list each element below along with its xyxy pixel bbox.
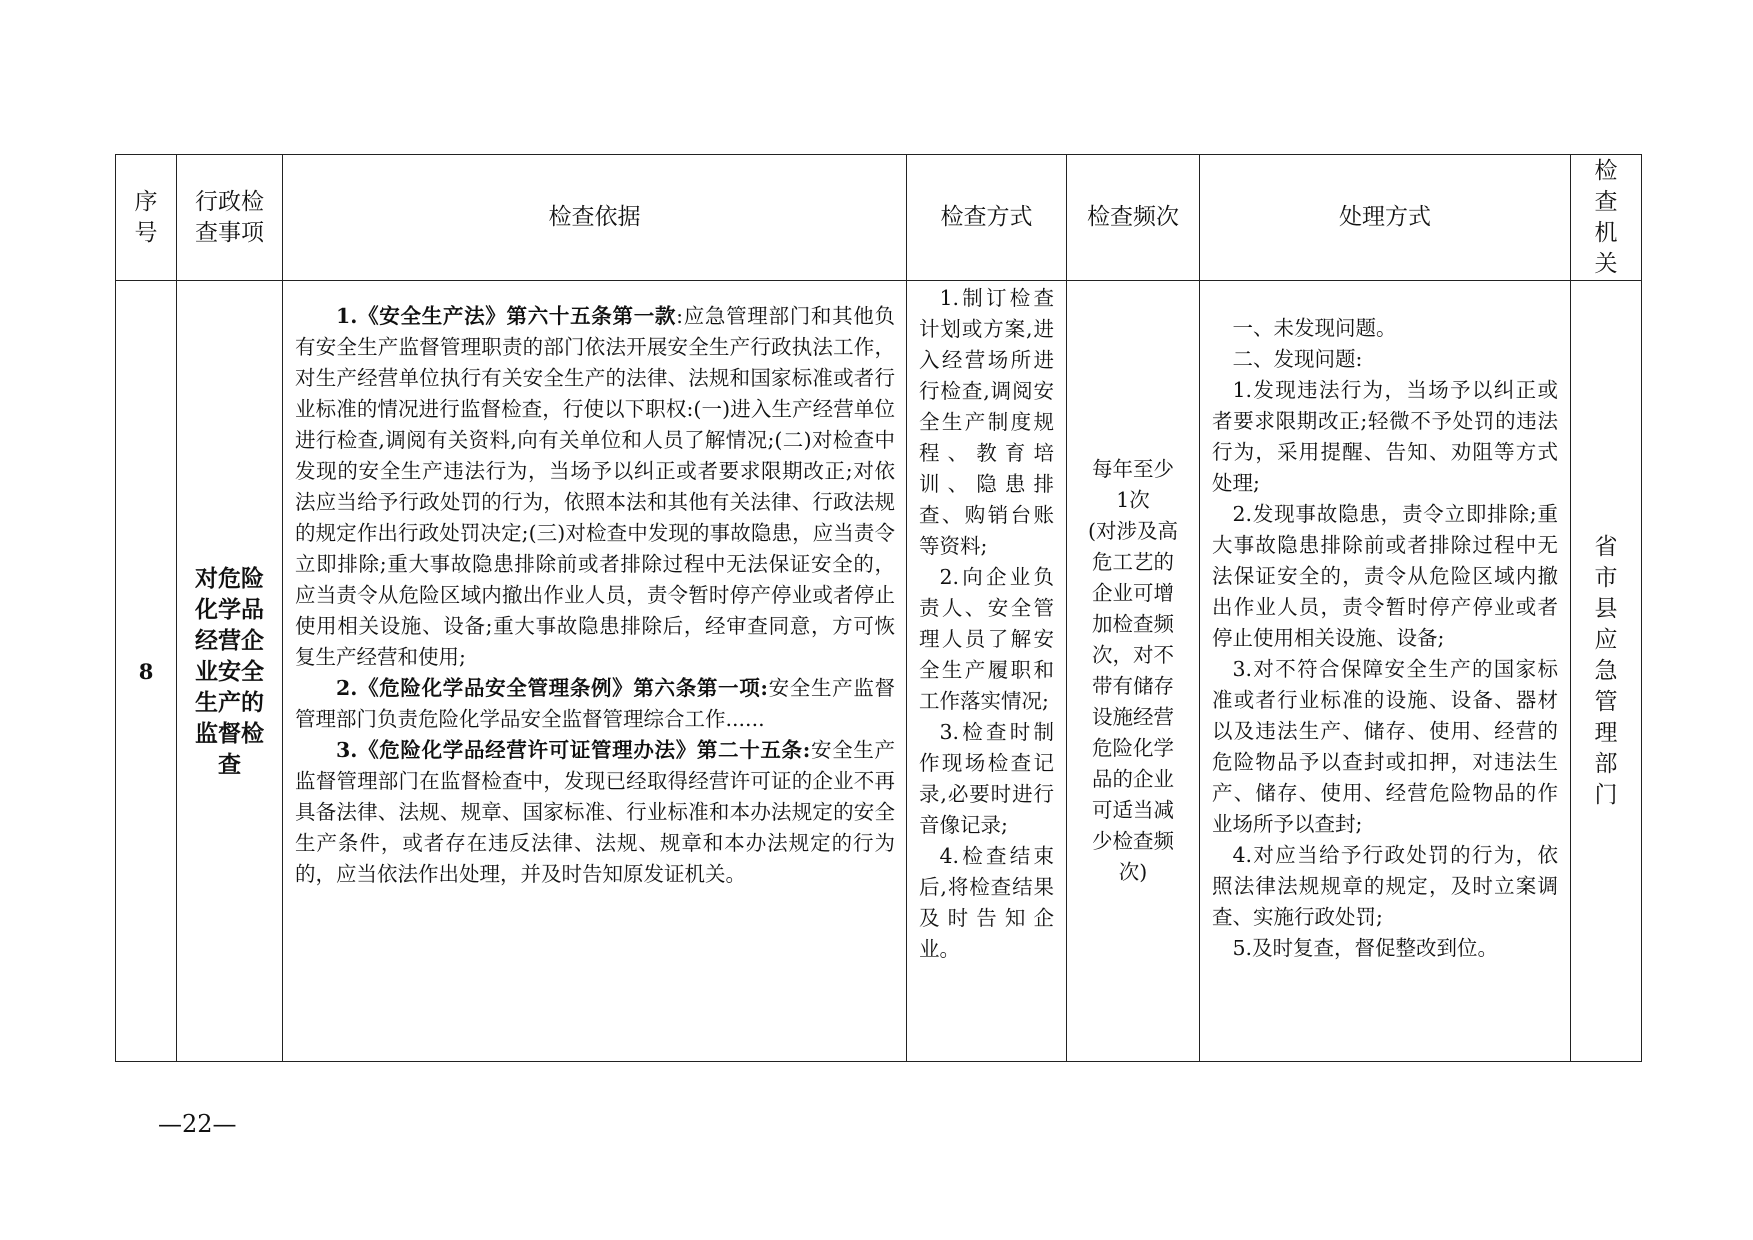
header-seq: 序号 [116,155,177,281]
handling-item-1: 一、未发现问题。 [1232,316,1397,340]
header-organ: 检查机关 [1571,155,1642,281]
method-step-4: 4.检查结束后,将检查结果及时告知企业。 [919,844,1054,961]
row-method [907,281,1067,1062]
basis-clause-3: 3.《危险化学品经营许可证管理办法》第二十五条:安全生产监督管理部门在监督检查中，发现已经取得经营许可证的企业不再具备法律、法规、规章、国家标准、行业标准和本办法规定的安全生产条件，或者存在违反法律、法规、规章和本办法规定的行为的，应当依法作出处理，并及时告知原发证机关。 [295,738,896,886]
handling-item-6: 4.对应当给予行政处罚的行为，依照法律法规规章的规定，及时立案调查、实施行政处罚; [1212,843,1558,929]
handling-item-5: 3.对不符合保障安全生产的国家标准或者行业标准的设施、设备、器材以及违法生产、储存、使用、经营的危险物品予以查封或扣押，对违法生产、储存、使用、经营危险物品的作业场所予以查封; [1212,657,1558,836]
header-item: 行政检查事项 [177,155,283,281]
row-handling [1200,281,1571,1062]
row-basis [283,281,907,1062]
method-step-2: 2.向企业负责人、安全管理人员了解安全生产履职和工作落实情况; [919,565,1054,713]
row-seq: 8 [116,281,177,1062]
handling-item-3: 1.发现违法行为，当场予以纠正或者要求限期改正;轻微不予处罚的违法行为，采用提醒、告知、劝阻等方式处理; [1212,378,1558,495]
header-basis: 检查依据 [283,155,907,281]
handling-item-4: 2.发现事故隐患，责令立即排除;重大事故隐患排除前或者排除过程中无法保证安全的，责令从危险区域内撤出作业人员，责令暂时停产停业或者停止使用相关设施、设备; [1212,502,1558,650]
handling-item-2: 二、发现问题: [1232,347,1363,371]
method-step-3: 3.检查时制作现场检查记录,必要时进行音像记录; [919,720,1054,837]
frequency-line-2: 1次 [1116,488,1150,512]
method-step-1: 1.制订检查计划或方案,进入经营场所进行检查,调阅安全生产制度规程、教育培训、隐患排查、购销台账等资料; [919,286,1054,558]
header-method: 检查方式 [907,155,1067,281]
header-frequency: 检查频次 [1067,155,1200,281]
page-number: —22— [158,1110,237,1138]
frequency-note: (对涉及高危工艺的企业可增加检查频次，对不带有储存设施经营危险化学品的企业可适当减少检查频次) [1088,519,1178,884]
table-row [116,281,1642,1062]
row-frequency [1067,281,1200,1062]
table-header-row [116,155,1642,281]
inspection-table [115,154,1642,1062]
basis-clause-1: 1.《安全生产法》第六十五条第一款:应急管理部门和其他负有安全生产监督管理职责的部门依法开展安全生产行政执法工作，对生产经营单位执行有关安全生产的法律、法规和国家标准或者行业标准的情况进行监督检查，行使以下职权:(一)进入生产经营单位进行检查,调阅有关资料,向有关单位和人员了解情况;(二)对检查中发现的安全生产违法行为，当场予以纠正或者要求限期改正;对依法应当给予行政处罚的行为，依照本法和其他有关法律、行政法规的规定作出行政处罚决定;(三)对检查中发现的事故隐患，应当责令立即排除;重大事故隐患排除前或者排除过程中无法保证安全的，应当责令从危险区域内撤出作业人员，责令暂时停产停业或者停止使用相关设施、设备;重大事故隐患排除后，经审查同意，方可恢复生产经营和使用; [295,304,895,669]
handling-item-7: 5.及时复查，督促整改到位。 [1232,936,1499,960]
row-organ: 省市县应急管理部门 [1571,281,1642,1062]
basis-clause-2: 2.《危险化学品安全管理条例》第六条第一项:安全生产监督管理部门负责危险化学品安全监督管理综合工作...... [295,676,895,731]
header-handling: 处理方式 [1200,155,1571,281]
row-item: 对危险化学品经营企业安全生产的监督检查 [177,281,283,1062]
frequency-line-1: 每年至少 [1092,457,1174,481]
